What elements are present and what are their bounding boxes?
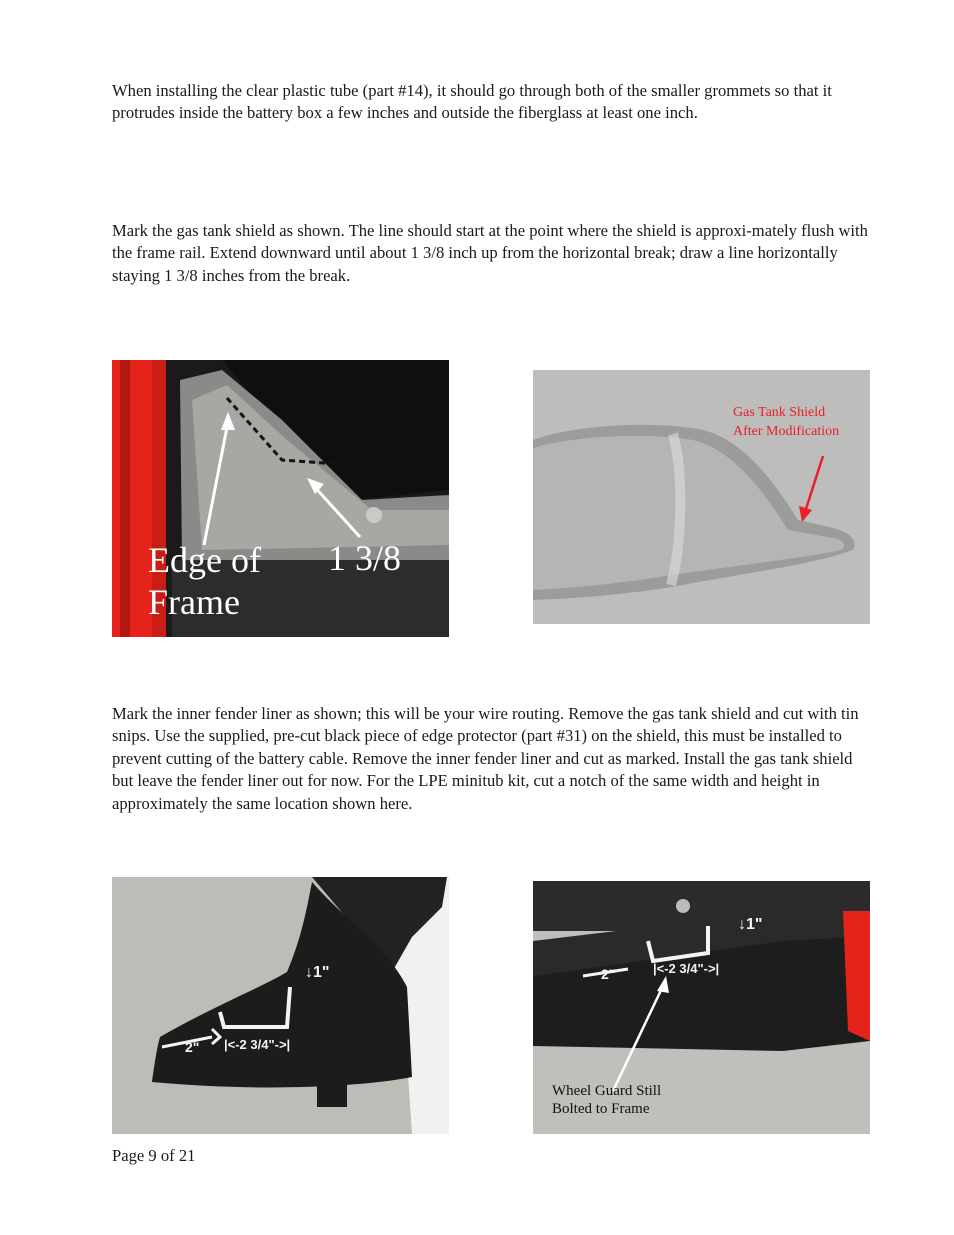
mark-width: |<-2 3/4"->| [224,1037,291,1052]
photo-shield-marked [112,360,449,637]
label-edge-of: Edge of [148,540,261,580]
mark-two-inch: 2" [185,1039,200,1055]
photo-fender-liner-marked [112,877,449,1134]
paragraph-tube: When installing the clear plastic tube (part #14), it should go through both of the smaller grommets so that it protrudes inside the battery box a few inches and outside the fiberglass at least one inch. [112,81,832,123]
mark-width: |<-2 3/4"->| [653,961,720,976]
mark-one-inch: ↓1" [305,964,330,981]
label-one-three-eighths: 1 3/8 [328,538,402,578]
mark-one-inch: ↓1" [738,916,763,933]
label-after-modification: After Modification [733,424,840,439]
paragraph-mark-shield: Mark the gas tank shield as shown. The line should start at the point where the shield is approxi-mately flush with the frame rail. Extend downward until about 1 3/8 inch up from the horizontal break; draw a line horizontally staying 1 3/8 inches from the break. [112,221,868,285]
label-bolted-to-frame: Bolted to Frame [552,1101,650,1117]
mark-two-inch: 2" [601,966,616,982]
photo-shield-modified [533,370,870,624]
page-number: Page 9 of 21 [112,1146,196,1165]
label-wheel-guard-still: Wheel Guard Still [552,1083,662,1099]
paragraph-fender-liner: Mark the inner fender liner as shown; this will be your wire routing. Remove the gas tank shield and cut with tin snips. Use the supplied, pre-cut black piece of edge protector (part #31) on the shield, this must be installed to prevent cutting of the battery cable. Remove the inner fender liner and cut as marked. Install the gas tank shield but leave the fender liner out for now. For the LPE minitub kit, cut a notch of the same width and height in approximately the same location shown here. [112,704,859,813]
label-gas-tank-shield: Gas Tank Shield [733,405,826,420]
label-frame: Frame [148,582,240,622]
photo-wheel-guard-bolted [533,881,870,1134]
